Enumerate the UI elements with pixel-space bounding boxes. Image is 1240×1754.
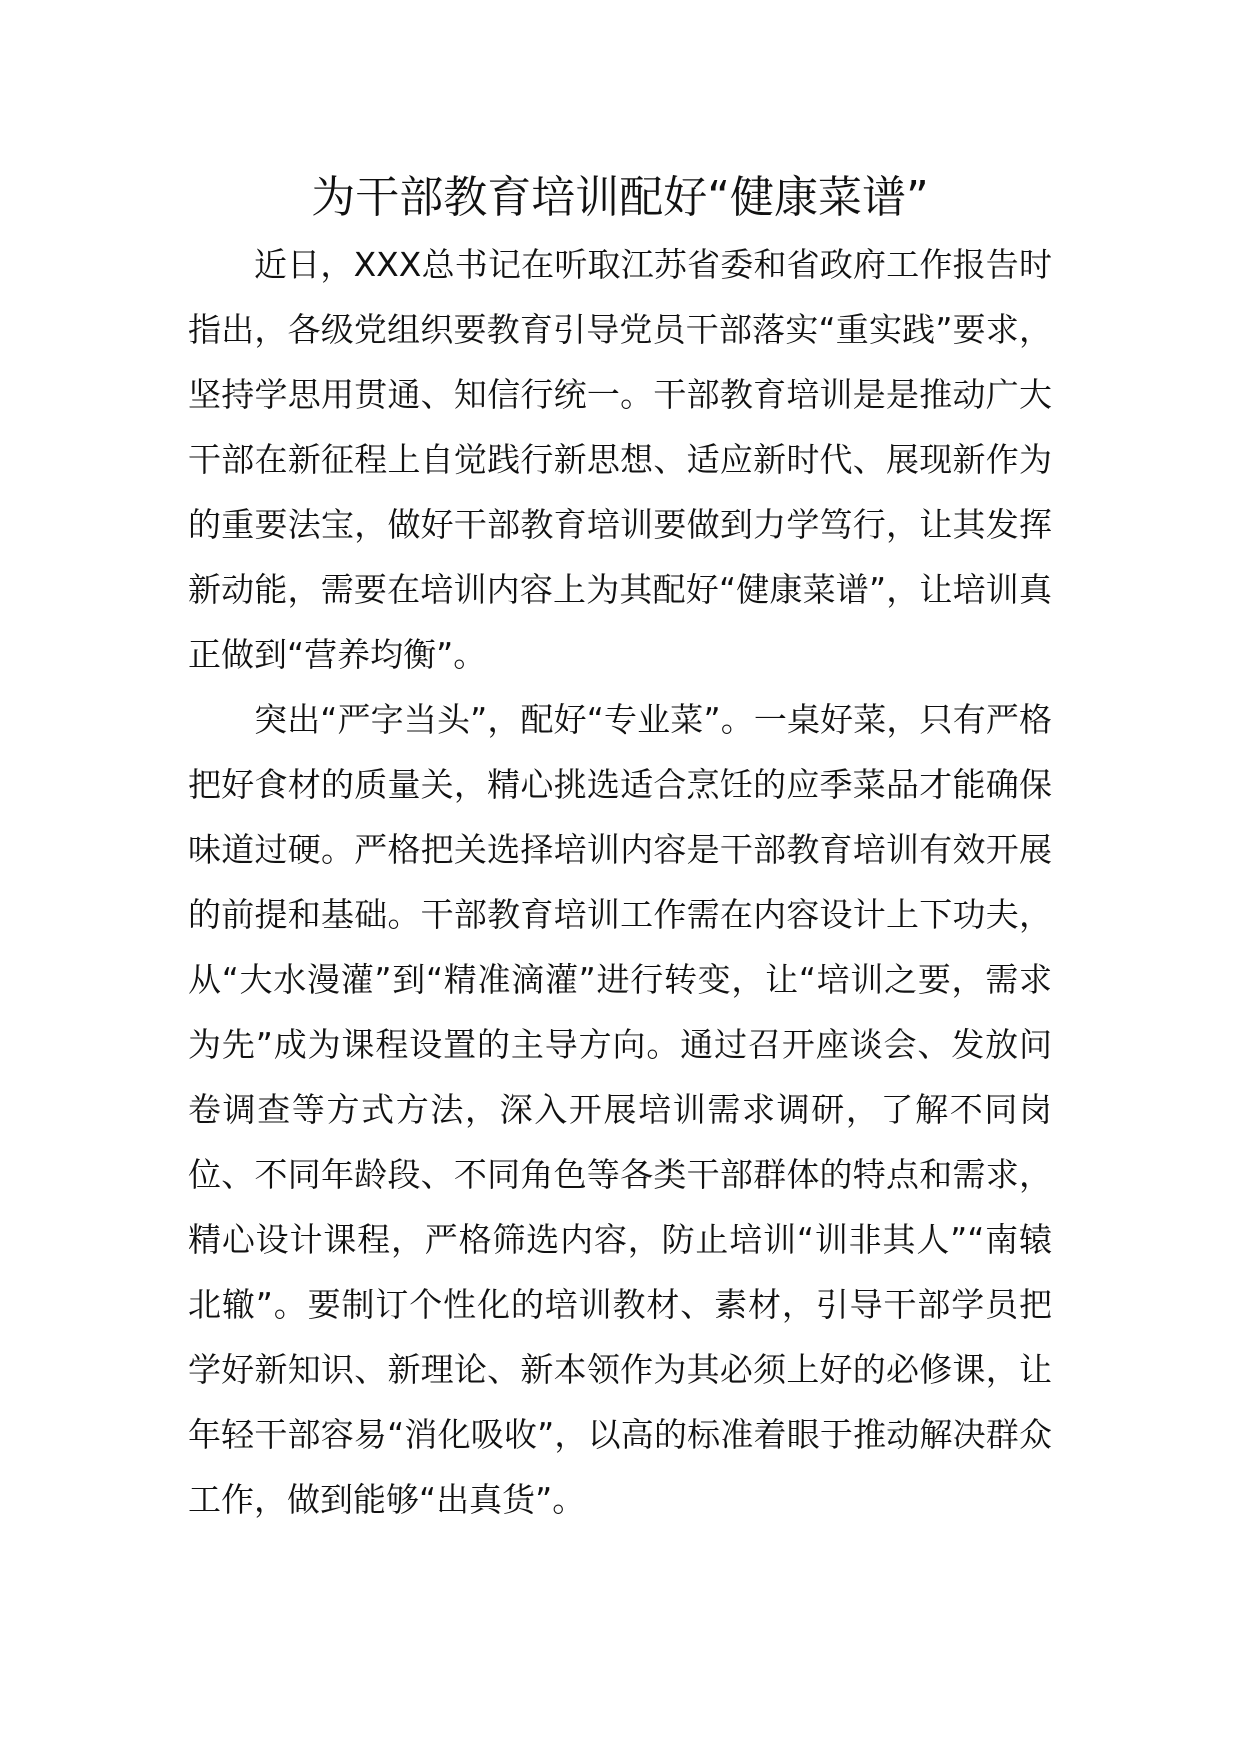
paragraph-intro: 近日，XXX总书记在听取江苏省委和省政府工作报告时指出，各级党组织要教育引导党员干部落实“重实践”要求，坚持学思用贯通、知信行统一。干部教育培训是是推动广大干部在新征程上自觉践行新思想、适应新时代、展现新作为的重要法宝，做好干部教育培训要做到力学笃行，让其发挥新动能，需要在培训内容上为其配好“健康菜谱”，让培训真正做到“营养均衡”。 bbox=[188, 245, 1052, 674]
document-title: 为干部教育培训配好“健康菜谱” bbox=[311, 172, 929, 223]
paragraph-professional-dish: 突出“严字当头”，配好“专业菜”。一桌好菜，只有严格把好食材的质量关，精心挑选适合烹饪的应季菜品才能确保味道过硬。严格把关选择培训内容是干部教育培训有效开展的前提和基础。干部教育培训工作需在内容设计上下功夫，从“大水漫灌”到“精准滴灌”进行转变，让“培训之要，需求为先”成为课程设置的主导方向。通过召开座谈会、发放问卷调查等方式方法，深入开展培训需求调研，了解不同岗位、不同年龄段、不同角色等各类干部群体的特点和需求，精心设计课程，严格筛选内容，防止培训“训非其人”“南辕北辙”。要制订个性化的培训教材、素材，引导干部学员把学好新知识、新理论、新本领作为其必须上好的必修课，让年轻干部容易“消化吸收”，以高的标准着眼于推动解决群众工作，做到能够“出真货”。 bbox=[188, 700, 1052, 1519]
document-body bbox=[188, 232, 1052, 1532]
